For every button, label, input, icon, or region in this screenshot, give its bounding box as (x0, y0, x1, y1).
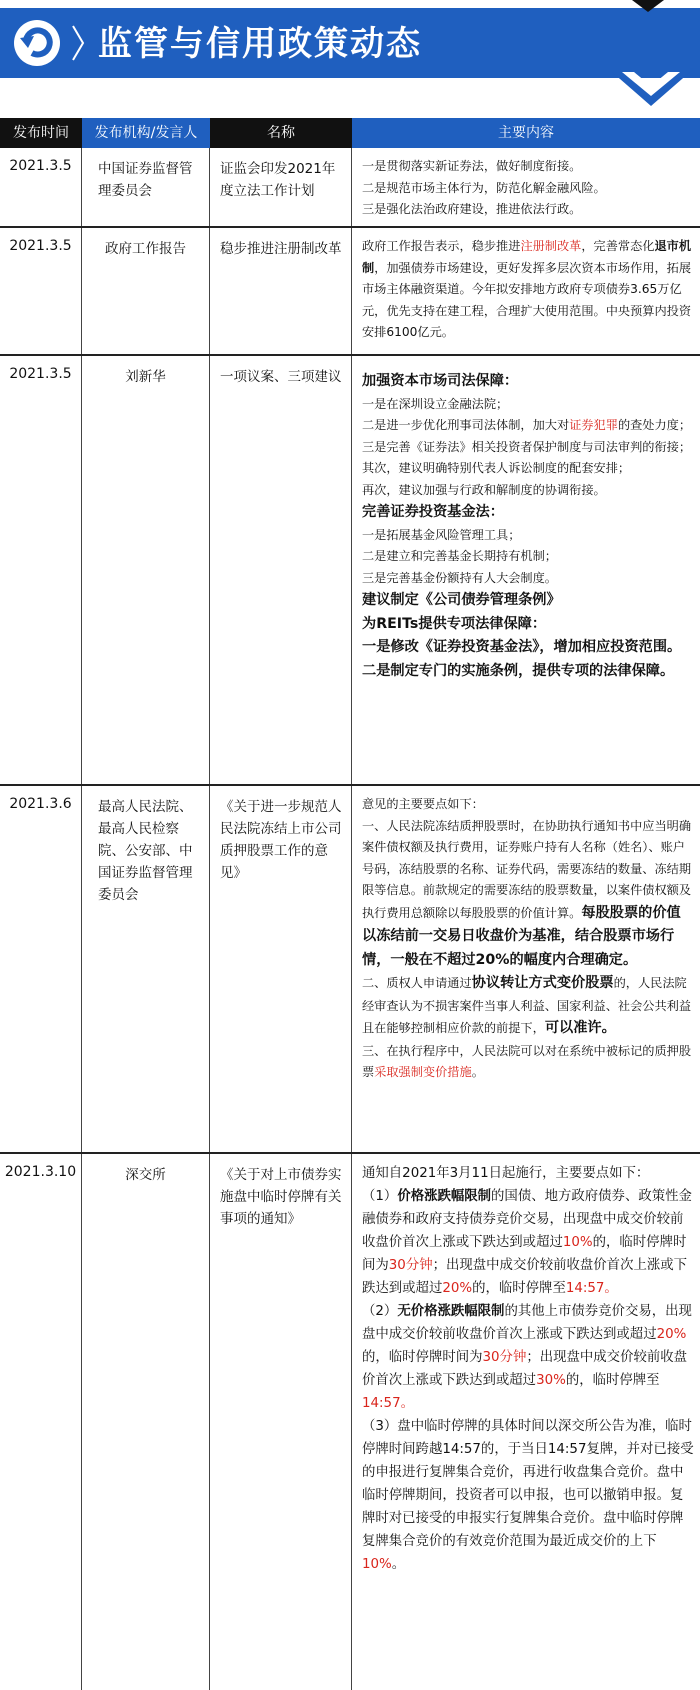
header-date: 发布时间 (0, 118, 82, 148)
content-line: 其次，建议明确特别代表人诉讼制度的配套安排； (362, 461, 631, 475)
table-row (0, 786, 700, 1154)
header-content: 主要内容 (352, 118, 700, 148)
content-paragraph: （2）无价格涨跌幅限制的其他上市债券竞价交易，出现盘中成交价较前收盘价首次上涨或下跌达到或超过20%的，临时停牌时间为30分钟；出现盘中成交价较前收盘价首次上涨或下跌达到或超过30%的，临时停牌至14:57。 (362, 1304, 692, 1411)
policy-table (0, 148, 700, 1690)
content-line: 再次，建议加强与行政和解制度的协调衔接。 (362, 482, 606, 497)
row-name: 证监会印发2021年度立法工作计划 (210, 148, 352, 226)
content-line: 二是规范市场主体行为，防范化解金融风险。 (362, 180, 606, 195)
content-paragraph: 二、质权人申请通过协议转让方式变价股票的，人民法院经审查认为不损害案件当事人利益、国家利益、社会公共利益且在能够控制相应价款的前提下，可以准许。 (362, 975, 692, 1036)
content-line: 二是进一步优化刑事司法体制，加大对证券犯罪的查处力度； (362, 418, 692, 432)
row-name: 《关于对上市债券实施盘中临时停牌有关事项的通知》 (210, 1154, 352, 1690)
content-line: 三是完善基金份额持有人大会制度。 (362, 570, 557, 585)
header-org: 发布机构/发言人 (82, 118, 210, 148)
row-content (352, 228, 700, 354)
row-org: 中国证券监督管理委员会 (82, 148, 210, 226)
content-line: 三是完善《证券法》相关投资者保护制度与司法审判的衔接； (362, 439, 692, 454)
banner-notch (632, 0, 664, 12)
chevron-down-icon (612, 72, 690, 106)
row-content (352, 148, 700, 226)
chevron-right-icon (70, 22, 86, 64)
row-content (352, 356, 700, 784)
refresh-arrow-icon (12, 18, 62, 68)
row-org: 深交所 (82, 1154, 210, 1690)
table-header (0, 118, 700, 148)
row-date: 2021.3.5 (0, 148, 82, 226)
page-title: 监管与信用政策动态 (98, 24, 422, 64)
row-date: 2021.3.5 (0, 228, 82, 354)
table-row (0, 1154, 700, 1690)
content-heading: 建议制定《公司债券管理条例》 (362, 592, 561, 608)
row-content (352, 1154, 700, 1690)
row-name: 《关于进一步规范人民法院冻结上市公司质押股票工作的意见》 (210, 786, 352, 1152)
content-line: 一是拓展基金风险管理工具； (362, 527, 521, 542)
row-org: 政府工作报告 (82, 228, 210, 354)
row-content (352, 786, 700, 1152)
content-paragraph: 政府工作报告表示，稳步推进注册制改革，完善常态化退市机制，加强债券市场建设，更好发挥多层次资本市场作用，拓展市场主体融资渠道。今年拟安排地方政府专项债券3.65万亿元，优先支持在建工程，合理扩大使用范围。中央预算内投资安排6100亿元。 (362, 239, 692, 339)
content-heading: 完善证券投资基金法： (362, 504, 504, 520)
content-paragraph: 三、在执行程序中，人民法院可以对在系统中被标记的质押股票采取强制变价措施。 (362, 1043, 692, 1079)
content-line: 三是强化法治政府建设，推进依法行政。 (362, 202, 582, 216)
row-date: 2021.3.10 (0, 1154, 82, 1690)
content-line: 意见的主要要点如下： (362, 797, 484, 811)
banner (0, 0, 700, 98)
content-line: 一是在深圳设立金融法院； (362, 396, 509, 411)
row-date: 2021.3.6 (0, 786, 82, 1152)
row-name: 稳步推进注册制改革 (210, 228, 352, 354)
content-heading: 二是制定专门的实施条例，提供专项的法律保障。 (362, 662, 675, 679)
content-paragraph: 一、人民法院冻结质押股票时，在协助执行通知书中应当明确案件债权额及执行费用，证券账户持有人名称（姓名）、账户号码，冻结股票的名称、证券代码，需要冻结的数量、冻结期限等信息。前款规定的需要冻结的股票数量，以案件债权额及执行费用总额除以每股股票的价值计算。每股股票的价值以冻结前一交易日收盘价为基准，结合股票市场行情，一般在不超过20%的幅度内合理确定。 (362, 818, 692, 968)
content-line: 通知自2021年3月11日起施行，主要要点如下： (362, 1166, 650, 1181)
content-paragraph: （1）价格涨跌幅限制的国债、地方政府债券、政策性金融债券和政府支持债券竞价交易，出现盘中成交价较前收盘价首次上涨或下跌达到或超过10%的，临时停牌时间为30分钟；出现盘中成交价较前收盘价首次上涨或下跌达到或超过20%的，临时停牌至14:57。 (362, 1189, 692, 1296)
row-name: 一项议案、三项建议 (210, 356, 352, 784)
content-heading: 为REITs提供专项法律保障： (362, 615, 547, 632)
content-paragraph: （3）盘中临时停牌的具体时间以深交所公告为准，临时停牌时间跨越14:57的，于当日14:57复牌，并对已接受的申报进行复牌集合竞价，再进行收盘集合竞价。盘中临时停牌期间，投资者可以申报，也可以撤销申报。复牌时对已接受的申报实行复牌集合竞价。盘中临时停牌复牌集合竞价的有效竞价范围为最近成交价的上下10%。 (362, 1419, 694, 1572)
content-line: 一是贯彻落实新证券法，做好制度衔接。 (362, 159, 582, 173)
table-row (0, 228, 700, 356)
row-org: 最高人民法院、最高人民检察院、公安部、中国证券监督管理委员会 (82, 786, 210, 1152)
row-org: 刘新华 (82, 356, 210, 784)
table-row (0, 148, 700, 228)
header-name: 名称 (210, 118, 352, 148)
content-heading: 一是修改《证券投资基金法》，增加相应投资范围。 (362, 639, 682, 655)
table-row (0, 356, 700, 786)
content-line: 二是建立和完善基金长期持有机制； (362, 549, 557, 563)
row-date: 2021.3.5 (0, 356, 82, 784)
content-heading: 加强资本市场司法保障： (362, 373, 519, 389)
